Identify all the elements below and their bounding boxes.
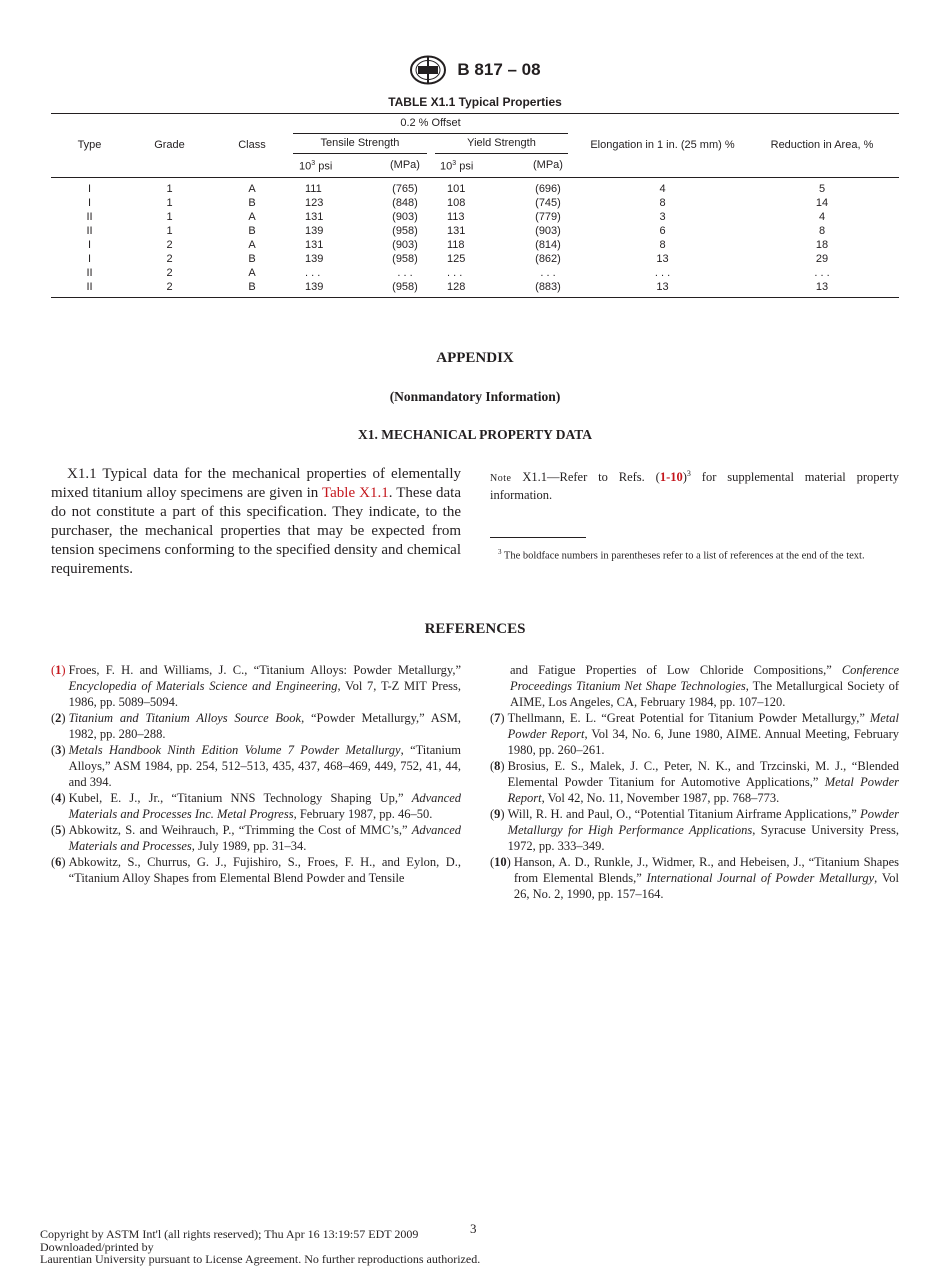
paragraph-x1-1: X1.1 Typical data for the mechanical properties of elementally mixed titanium alloy specimens are given in Table X1.1. These data do not constitute a part of this specification. They indicate, to the purchaser, the mechanical properties that may be expected from tension specimens conforming to the specified density and chemical requirements. [51, 466, 462, 577]
cell-tensile-psi: 139 [305, 280, 324, 293]
cell-grade: 1 [166, 210, 173, 223]
cell-yield-psi: 113 [447, 210, 465, 223]
cell-yield-psi: 118 [447, 238, 465, 251]
cell-reduction: 5 [818, 182, 826, 195]
cell-reduction: 8 [818, 224, 826, 237]
cell-tensile-psi: 139 [305, 224, 324, 237]
cell-elongation: 8 [659, 238, 666, 251]
cell-grade: 1 [166, 224, 173, 237]
page-number: 3 [470, 1221, 477, 1236]
cell-grade: 2 [166, 280, 173, 293]
copyright-line: Copyright by ASTM Int'l (all rights reserved); Thu Apr 16 13:19:57 EDT 2009 [40, 1227, 419, 1241]
references-title: REFERENCES [424, 621, 526, 637]
cell-tensile-mpa: (958) [392, 280, 418, 293]
cell-yield-psi: 125 [447, 252, 466, 265]
reference-item: (2) Titanium and Titanium Alloys Source Book, “Powder Metallurgy,” ASM, 1982, pp. 280–288. [51, 711, 461, 741]
appendix-title: APPENDIX [436, 350, 514, 366]
cell-type: II [86, 210, 93, 223]
cell-tensile-mpa: (903) [392, 238, 418, 251]
cell-reduction: 18 [815, 238, 829, 251]
cell-yield-psi: . . . [447, 266, 463, 279]
cell-tensile-mpa: (958) [392, 224, 418, 237]
typical-properties-table [51, 113, 899, 298]
header-reduction: Reduction in Area, % [770, 138, 874, 151]
cell-yield-mpa: (745) [535, 196, 561, 209]
header-yield: Yield Strength [435, 134, 568, 154]
cell-yield-mpa: (814) [535, 238, 561, 251]
cell-elongation: 13 [656, 280, 669, 293]
table-row [51, 238, 899, 252]
cell-class: B [248, 224, 256, 237]
cell-tensile-mpa: (848) [392, 196, 418, 209]
header-elongation: Elongation in 1 in. (25 mm) % [590, 138, 735, 151]
reference-item: (3) Metals Handbook Ninth Edition Volume 7 Powder Metallurgy, “Titanium Alloys,” ASM 1984, pp. 254, 512–513, 435, 437, 468–469, 449, 752, 41, 44, and 394. [51, 743, 461, 789]
cell-grade: 2 [166, 266, 173, 279]
reference-item: (8) Brosius, E. S., Malek, J. C., Peter, N. K., and Trzcinski, M. J., “Blended Elemental Powder Titanium for Automotive Applications,” Metal Powder Report, Vol 42, No. 11, November 1987, pp. 768–773. [490, 759, 899, 805]
page-header [0, 55, 950, 85]
reference-item: (4) Kubel, E. J., Jr., “Titanium NNS Technology Shaping Up,” Advanced Materials and Processes Inc. Metal Progress, February 1987, pp. 46–50. [51, 791, 461, 821]
cell-yield-mpa: (903) [535, 224, 561, 237]
cell-class: A [248, 266, 256, 279]
cell-yield-psi: 108 [447, 196, 466, 209]
cell-tensile-psi: 123 [305, 196, 324, 209]
cell-class: B [248, 252, 256, 265]
cell-grade: 2 [166, 238, 173, 251]
cell-class: A [248, 238, 256, 251]
table-body [51, 177, 899, 297]
astm-logo-icon [409, 55, 447, 85]
cell-reduction: 4 [818, 210, 826, 223]
header-yield-psi: $10^3$ psi [440, 160, 474, 173]
header-class: Class [238, 138, 266, 151]
cell-yield-mpa: (862) [535, 252, 561, 265]
appendix-subtitle: (Nonmandatory Information) [389, 389, 561, 404]
cell-class: A [248, 210, 256, 223]
cell-elongation: 6 [659, 224, 666, 237]
download-line: Downloaded/printed by [40, 1239, 154, 1254]
table-row [51, 196, 899, 210]
cell-tensile-psi: 131 [305, 210, 324, 223]
header-tensile-psi: $10^3$ psi [299, 160, 333, 173]
cell-tensile-mpa: (765) [392, 182, 418, 195]
footnote: $^3$ The boldface numbers in parentheses refer to a list of references at the end of the text. [498, 548, 865, 562]
cell-yield-psi: 128 [447, 280, 466, 293]
cell-class: B [248, 196, 256, 209]
copyright-notice [40, 1228, 480, 1266]
cell-tensile-mpa: (958) [392, 252, 418, 265]
cell-type: I [87, 238, 92, 251]
cell-type: I [87, 182, 92, 195]
cell-elongation: 3 [659, 210, 666, 223]
table-row [51, 252, 899, 266]
refs-link[interactable]: 1-10 [659, 470, 683, 485]
cell-yield-mpa: . . . [540, 266, 556, 279]
table-row [51, 280, 899, 298]
cell-yield-mpa: (883) [535, 280, 561, 293]
reference-continuation: and Fatigue Properties of Low Chloride Compositions,” Conference Proceedings Titanium Net Shape Technologies, The Metallurgical Society of AIME, Los Angeles, CA, February 1984, pp. 107–120. [510, 663, 899, 709]
references-right-column [490, 662, 899, 902]
table-row [51, 210, 899, 224]
cell-tensile-psi: . . . [305, 266, 321, 279]
section-heading: X1. MECHANICAL PROPERTY DATA [357, 427, 593, 442]
standard-designation: B 817 – 08 [457, 60, 541, 79]
cell-class: A [248, 182, 256, 195]
cell-type: I [87, 252, 92, 265]
cell-type: II [86, 224, 93, 237]
header-tensile-mpa: (MPa) [390, 158, 420, 171]
footnote-divider [490, 537, 586, 538]
reference-item: (10) Hanson, A. D., Runkle, J., Widmer, R., and Hebeisen, J., “Titanium Shapes from Elemental Blends,” International Journal of Powder Metallurgy, Vol 26, No. 2, 1990, pp. 157–164. [490, 855, 899, 901]
cell-elongation: 13 [656, 252, 669, 265]
cell-tensile-psi: 111 [305, 182, 322, 195]
reference-item: (5) Abkowitz, S. and Weihrauch, P., “Trimming the Cost of MMC’s,” Advanced Materials and Processes, July 1989, pp. 31–34. [51, 823, 461, 853]
cell-elongation: . . . [654, 266, 671, 279]
table-link[interactable]: Table X1.1 [322, 485, 389, 501]
header-yield-mpa: (MPa) [533, 158, 563, 171]
note-x1-1: Note X1.1—Refer to Refs. $(1-10)^3$ for supplemental material property information. [490, 469, 899, 503]
cell-elongation: 8 [659, 196, 666, 209]
cell-tensile-mpa: (903) [392, 210, 418, 223]
cell-grade: 1 [166, 182, 173, 195]
cell-reduction: . . . [814, 266, 830, 279]
reference-item: (6) Abkowitz, S., Churrus, G. J., Fujishiro, S., Froes, F. H., and Eylon, D., “Titanium Alloy Shapes from Elemental Blend Powder and Tensile [51, 855, 461, 885]
cell-tensile-mpa: . . . [397, 266, 413, 279]
license-line: Laurentian University pursuant to License Agreement. No further reproductions authorized. [40, 1252, 481, 1266]
cell-elongation: 4 [659, 182, 666, 195]
cell-reduction: 14 [815, 196, 829, 209]
cell-class: B [248, 280, 256, 293]
reference-item: (9) Will, R. H. and Paul, O., “Potential Titanium Airframe Applications,” Powder Metallurgy for High Performance Applications, Syracuse University Press, 1972, pp. 333–349. [490, 807, 899, 853]
table-row [51, 266, 899, 280]
cell-type: I [87, 196, 92, 209]
header-tensile: Tensile Strength [293, 134, 427, 154]
cell-tensile-psi: 131 [305, 238, 324, 251]
cell-tensile-psi: 139 [305, 252, 324, 265]
cell-type: II [86, 266, 93, 279]
header-offset: 0.2 % Offset [293, 114, 568, 134]
cell-grade: 1 [166, 196, 173, 209]
cell-yield-mpa: (779) [535, 210, 561, 223]
references-left-column [51, 662, 461, 886]
table-row [51, 177, 899, 196]
cell-reduction: 13 [815, 280, 829, 293]
header-grade: Grade [154, 138, 185, 151]
reference-item: (7) Thellmann, E. L. “Great Potential for Titanium Powder Metallurgy,” Metal Powder Report, Vol 34, No. 6, June 1980, AIME. Annual Meeting, February 1980, pp. 260–261. [490, 711, 899, 757]
reference-item: (1) Froes, F. H. and Williams, J. C., “Titanium Alloys: Powder Metallurgy,” Encyclopedia of Materials Science and Engineering, Vol 7, T-Z MIT Press, 1986, pp. 5089–5094. [51, 663, 461, 709]
cell-yield-psi: 131 [447, 224, 466, 237]
table-title: TABLE X1.1 Typical Properties [388, 95, 562, 109]
table-row [51, 224, 899, 238]
header-type: Type [77, 138, 102, 151]
cell-yield-mpa: (696) [535, 182, 561, 195]
cell-grade: 2 [166, 252, 173, 265]
cell-reduction: 29 [815, 252, 829, 265]
cell-type: II [86, 280, 93, 293]
cell-yield-psi: 101 [447, 182, 466, 195]
